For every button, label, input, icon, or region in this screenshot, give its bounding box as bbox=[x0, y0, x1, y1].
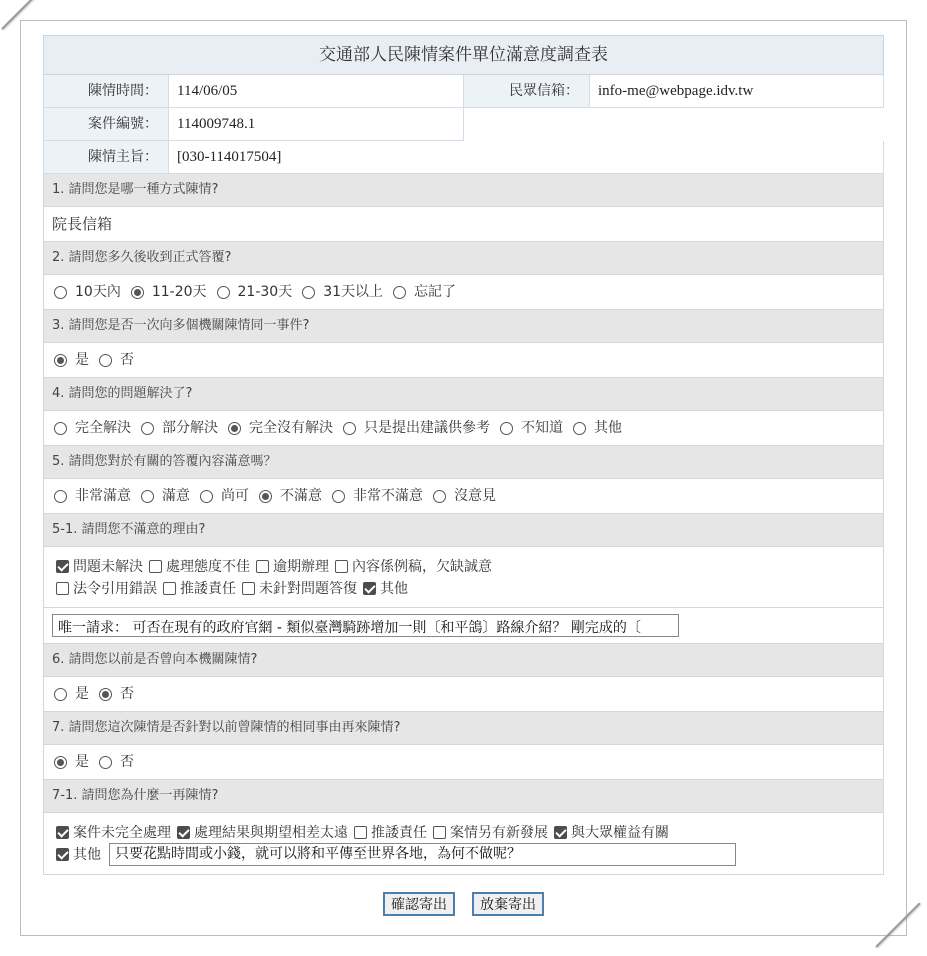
checkbox-label: 與大眾權益有關 bbox=[571, 825, 669, 841]
radio-button[interactable] bbox=[500, 422, 513, 435]
checkbox-option[interactable] bbox=[333, 556, 492, 576]
radio-label: 否 bbox=[120, 754, 134, 770]
checkbox-label: 推諉責任 bbox=[371, 825, 427, 841]
radio-label: 是 bbox=[75, 754, 89, 770]
checkbox[interactable] bbox=[433, 826, 446, 839]
checkbox-label: 其他 bbox=[73, 847, 101, 863]
q7-1-other-input[interactable]: 只要花點時間或小錢，就可以將和平傳至世界各地，為何不做呢？ bbox=[109, 843, 736, 866]
radio-label: 尚可 bbox=[221, 488, 249, 504]
checkbox[interactable] bbox=[256, 560, 269, 573]
q4-options bbox=[43, 411, 884, 446]
radio-label: 是 bbox=[75, 352, 89, 368]
radio-option[interactable] bbox=[198, 479, 253, 513]
q7-1-other-option[interactable] bbox=[54, 844, 101, 864]
q5-1-reason-row bbox=[43, 608, 884, 644]
radio-label: 否 bbox=[120, 686, 134, 702]
radio-label: 部分解決 bbox=[162, 420, 218, 436]
checkbox[interactable] bbox=[56, 582, 69, 595]
q6-question: 6. 請問您以前是否曾向本機關陳情? bbox=[43, 644, 884, 677]
info-row-subject bbox=[43, 141, 884, 174]
radio-button[interactable] bbox=[54, 354, 67, 367]
checkbox-option[interactable] bbox=[240, 578, 357, 598]
checkbox-label: 內容係例稿，欠缺誠意 bbox=[352, 559, 492, 575]
form-title: 交通部人民陳情案件單位滿意度調查表 bbox=[43, 35, 884, 75]
subject-value: [030-114017504] bbox=[169, 141, 884, 174]
radio-button[interactable] bbox=[573, 422, 586, 435]
checkbox-option[interactable] bbox=[54, 822, 171, 842]
case-label: 案件編號： bbox=[43, 108, 169, 141]
checkbox-label: 其他 bbox=[380, 581, 408, 597]
q7-options bbox=[43, 745, 884, 780]
radio-button[interactable] bbox=[99, 354, 112, 367]
radio-label: 只是提出建議供參考 bbox=[364, 420, 490, 436]
q5-options bbox=[43, 479, 884, 514]
radio-label: 其他 bbox=[594, 420, 622, 436]
radio-label: 11-20天 bbox=[151, 284, 207, 300]
q5-question: 5. 請問您對於有關的答覆內容滿意嗎？ bbox=[43, 446, 884, 479]
radio-button[interactable] bbox=[332, 490, 345, 503]
radio-option[interactable] bbox=[52, 745, 93, 779]
radio-label: 滿意 bbox=[162, 488, 190, 504]
date-value: 114/06/05 bbox=[169, 75, 464, 108]
radio-option[interactable] bbox=[215, 275, 297, 309]
radio-button[interactable] bbox=[302, 286, 315, 299]
radio-button[interactable] bbox=[393, 286, 406, 299]
radio-button[interactable] bbox=[99, 756, 112, 769]
radio-label: 完全解決 bbox=[75, 420, 131, 436]
checkbox-label: 案件未完全處理 bbox=[73, 825, 171, 841]
radio-button[interactable] bbox=[54, 422, 67, 435]
checkbox-option[interactable] bbox=[147, 556, 250, 576]
radio-button[interactable] bbox=[54, 756, 67, 769]
q7-1-options bbox=[43, 813, 884, 875]
checkbox[interactable] bbox=[177, 826, 190, 839]
checkbox-label: 案情另有新發展 bbox=[450, 825, 548, 841]
q7-question: 7. 請問您這次陳情是否針對以前曾陳情的相同事由再來陳情? bbox=[43, 712, 884, 745]
checkbox-option[interactable] bbox=[361, 578, 408, 598]
email-value: info-me@webpage.idv.tw bbox=[590, 75, 884, 108]
radio-label: 31天以上 bbox=[323, 284, 384, 300]
q5-1-line1 bbox=[54, 555, 875, 577]
radio-label: 不滿意 bbox=[280, 488, 322, 504]
checkbox-option[interactable] bbox=[431, 822, 548, 842]
radio-option[interactable] bbox=[341, 411, 494, 445]
q3-options bbox=[43, 343, 884, 378]
radio-option[interactable] bbox=[139, 411, 222, 445]
radio-option[interactable] bbox=[139, 479, 194, 513]
radio-button[interactable] bbox=[54, 286, 67, 299]
radio-button[interactable] bbox=[343, 422, 356, 435]
checkbox[interactable] bbox=[56, 560, 69, 573]
checkbox-label: 法令引用錯誤 bbox=[73, 581, 157, 597]
checkbox-label: 處理態度不佳 bbox=[166, 559, 250, 575]
checkbox[interactable] bbox=[554, 826, 567, 839]
checkbox[interactable] bbox=[56, 826, 69, 839]
case-value: 114009748.1 bbox=[169, 108, 464, 141]
info-row-date bbox=[43, 75, 884, 108]
info-row-case bbox=[43, 108, 884, 141]
radio-option[interactable] bbox=[97, 343, 138, 377]
checkbox-option[interactable] bbox=[161, 578, 236, 598]
checkbox[interactable] bbox=[56, 848, 69, 861]
radio-button[interactable] bbox=[131, 286, 144, 299]
checkbox[interactable] bbox=[242, 582, 255, 595]
q1-answer: 院長信箱 bbox=[43, 207, 884, 242]
checkbox[interactable] bbox=[335, 560, 348, 573]
radio-button[interactable] bbox=[54, 688, 67, 701]
checkbox-option[interactable] bbox=[254, 556, 329, 576]
q3-question: 3. 請問您是否一次向多個機關陳情同一事件? bbox=[43, 310, 884, 343]
radio-button[interactable] bbox=[141, 490, 154, 503]
q5-1-options bbox=[43, 547, 884, 608]
q5-1-question: 5-1. 請問您不滿意的理由? bbox=[43, 514, 884, 547]
radio-label: 忘記了 bbox=[414, 284, 457, 300]
radio-option[interactable] bbox=[97, 677, 138, 711]
radio-button[interactable] bbox=[217, 286, 230, 299]
radio-button[interactable] bbox=[228, 422, 241, 435]
checkbox-option[interactable] bbox=[552, 822, 669, 842]
radio-option[interactable] bbox=[52, 343, 93, 377]
checkbox[interactable] bbox=[149, 560, 162, 573]
radio-label: 非常不滿意 bbox=[353, 488, 423, 504]
radio-option[interactable] bbox=[97, 745, 138, 779]
radio-label: 非常滿意 bbox=[75, 488, 131, 504]
survey-form bbox=[43, 35, 884, 875]
radio-option[interactable] bbox=[129, 275, 211, 309]
checkbox-label: 未針對問題答復 bbox=[259, 581, 357, 597]
subject-label: 陳情主旨： bbox=[43, 141, 169, 174]
checkbox-label: 逾期辦理 bbox=[273, 559, 329, 575]
radio-option[interactable] bbox=[52, 275, 125, 309]
cancel-send-button[interactable]: 放棄寄出 bbox=[472, 892, 544, 916]
checkbox-label: 處理結果與期望相差太遠 bbox=[194, 825, 348, 841]
radio-button[interactable] bbox=[200, 490, 213, 503]
q1-question: 1. 請問您是哪一種方式陳情? bbox=[43, 174, 884, 207]
button-bar bbox=[0, 892, 927, 916]
radio-button[interactable] bbox=[54, 490, 67, 503]
radio-button[interactable] bbox=[259, 490, 272, 503]
checkbox-option[interactable] bbox=[54, 556, 143, 576]
checkbox-label: 推諉責任 bbox=[180, 581, 236, 597]
checkbox[interactable] bbox=[363, 582, 376, 595]
radio-option[interactable] bbox=[300, 275, 387, 309]
radio-option[interactable] bbox=[52, 677, 93, 711]
checkbox-label: 問題未解決 bbox=[73, 559, 143, 575]
radio-label: 沒意見 bbox=[454, 488, 496, 504]
radio-option[interactable] bbox=[226, 411, 337, 445]
q2-question: 2. 請問您多久後收到正式答覆? bbox=[43, 242, 884, 275]
radio-label: 10天內 bbox=[75, 284, 121, 300]
checkbox-option[interactable] bbox=[352, 822, 427, 842]
radio-button[interactable] bbox=[433, 490, 446, 503]
radio-label: 是 bbox=[75, 686, 89, 702]
radio-option[interactable] bbox=[431, 479, 500, 513]
date-label: 陳情時間： bbox=[43, 75, 169, 108]
q7-1-line1 bbox=[54, 821, 875, 843]
radio-option[interactable] bbox=[571, 411, 626, 445]
q7-1-question: 7-1. 請問您為什麼一再陳情? bbox=[43, 780, 884, 813]
radio-option[interactable] bbox=[257, 479, 326, 513]
checkbox[interactable] bbox=[163, 582, 176, 595]
radio-option[interactable] bbox=[498, 411, 567, 445]
radio-button[interactable] bbox=[141, 422, 154, 435]
radio-option[interactable] bbox=[391, 275, 460, 309]
radio-option[interactable] bbox=[52, 411, 135, 445]
radio-label: 完全沒有解決 bbox=[249, 420, 333, 436]
q4-question: 4. 請問您的問題解決了? bbox=[43, 378, 884, 411]
radio-label: 不知道 bbox=[521, 420, 563, 436]
radio-option[interactable] bbox=[330, 479, 427, 513]
q7-1-line2 bbox=[54, 843, 875, 865]
email-label: 民眾信箱： bbox=[464, 75, 590, 108]
radio-label: 否 bbox=[120, 352, 134, 368]
radio-label: 21-30天 bbox=[237, 284, 293, 300]
checkbox-option[interactable] bbox=[54, 578, 157, 598]
q6-options bbox=[43, 677, 884, 712]
radio-button[interactable] bbox=[99, 688, 112, 701]
q5-1-other-input[interactable]: 唯一請求： 可否在現有的政府官網 - 類似臺灣騎跡增加一則〔和平鴿〕路線介紹？ 剛完成的〔 bbox=[52, 614, 679, 637]
q5-1-line2 bbox=[54, 577, 875, 599]
checkbox-option[interactable] bbox=[175, 822, 348, 842]
radio-option[interactable] bbox=[52, 479, 135, 513]
q2-options bbox=[43, 275, 884, 310]
checkbox[interactable] bbox=[354, 826, 367, 839]
confirm-send-button[interactable]: 確認寄出 bbox=[383, 892, 455, 916]
